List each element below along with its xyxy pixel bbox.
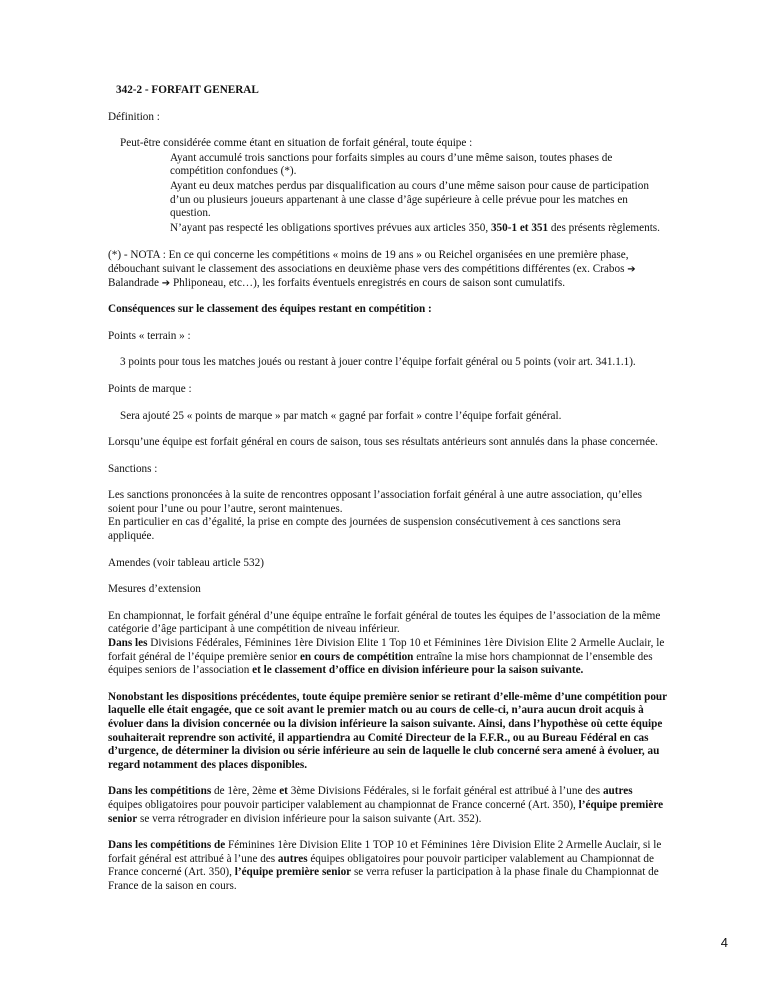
points-terrain-text: 3 points pour tous les matches joués ou restant à jouer contre l’équipe forfait général ou 5 points (voir art. 341.1.1). xyxy=(120,356,636,369)
definition-item xyxy=(170,222,668,236)
sanctions-text2: En particulier en cas d’égalité, la prise en compte des journées de suspension consécutivement à ces sanctions sera appliquée. xyxy=(108,516,621,543)
nota-part2: Balandrade xyxy=(108,276,162,289)
comp2-text2: équipes obligatoires pour pouvoir participer valablement au Championnat de France concerné (Art. 350), xyxy=(108,852,654,879)
arrow-right-icon: ➔ xyxy=(161,277,171,289)
comp2-text1: Féminines 1ère Division Elite 1 TOP 10 et Féminines 1ère Division Elite 2 Armelle Auclair, si le forfait général est attribué à l’une des xyxy=(108,839,662,865)
section-heading: 342-2 - FORFAIT GENERAL xyxy=(116,84,259,96)
mesures-label: Mesures d’extension xyxy=(108,583,201,596)
comp1-text3: équipes obligatoires pour pouvoir participer valablement au championnat de France concerné (Art. 350), xyxy=(108,798,579,811)
comp2-text3: se verra refuser la participation à la phase finale du Championnat de France de la saison en cours. xyxy=(108,866,659,892)
definition-item: Ayant eu deux matches perdus par disqualification au cours d’une même saison pour cause de participation d’un ou plusieurs joueurs appartenant à une classe d’âge supérieure à celle prévue pour les matches en question. xyxy=(170,179,649,220)
nota-paragraph xyxy=(108,249,668,290)
definition-items xyxy=(170,152,668,236)
definition-item3-prefix: N’ayant pas respecté les obligations sportives prévues aux articles 350, xyxy=(170,221,491,234)
definition-item3-suffix: des présents règlements. xyxy=(548,221,660,234)
definition-intro: Peut-être considérée comme étant en situation de forfait général, toute équipe : xyxy=(120,137,473,150)
points-marque-text: Sera ajouté 25 « points de marque » par match « gagné par forfait » contre l’équipe forfait général. xyxy=(120,409,562,422)
definition-label: Définition : xyxy=(108,110,160,123)
amendes-label: Amendes (voir tableau article 532) xyxy=(108,556,264,569)
document-body xyxy=(108,84,668,907)
articles-bold: 350-1 et 351 xyxy=(490,221,549,234)
comp1-bold3: autres xyxy=(602,785,633,798)
nota-part3: Phliponeau, etc…), les forfaits éventuels enregistrés en cours de saison sont cumulatifs. xyxy=(170,276,566,289)
consequences-heading: Conséquences sur le classement des équipes restant en compétition : xyxy=(108,303,432,316)
mesures-p2-bold3: et le classement d’office en division inférieure pour la saison suivante. xyxy=(252,664,584,677)
mesures-p1: En championnat, le forfait général d’une équipe entraîne le forfait général de toutes les équipes de l’association de la même catégorie d’âge participant à une compétition de niveau inférieur. xyxy=(108,609,661,636)
mesures-p2-bold1: Dans les xyxy=(108,637,148,650)
comp1-bold2: et xyxy=(279,785,288,798)
comp1-bold4: l’équipe première senior xyxy=(108,798,664,825)
mesures-paragraph xyxy=(108,610,668,678)
sanctions-text1: Les sanctions prononcées à la suite de rencontres opposant l’association forfait général à une autre association, qu’elles soient pour l’une ou pour l’autre, seront maintenues. xyxy=(108,489,643,515)
comp1-text2: 3ème Divisions Fédérales, si le forfait général est attribué à l’une des xyxy=(287,785,603,798)
page-number: 4 xyxy=(720,935,728,950)
competitions-paragraph-1 xyxy=(108,785,668,826)
nota-part1: (*) - NOTA : En ce qui concerne les compétitions « moins de 19 ans » ou Reichel organisées en une première phase, débouchant suivant le classement des associations en deuxième phase vers des compétitions différentes (ex. Crabos xyxy=(108,249,629,275)
mesures-p2-text1: Divisions Fédérales, Féminines 1ère Division Elite 1 Top 10 et Féminines 1ère Division Elite 2 Armelle Auclair, le forfait général de l’équipe première senior xyxy=(108,637,665,663)
mesures-p2-text2: entraîne la mise hors championnat de l’ensemble des équipes seniors de l’association xyxy=(108,650,653,677)
arrow-right-icon: ➔ xyxy=(627,263,636,275)
nonobstant-paragraph: Nonobstant les dispositions précédentes, toute équipe première senior se retirant d’elle-même d’une compétition pour laquelle elle était engagée, que ce soit avant le premier match ou au cours de celle-ci, n’aura aucun droit acquis à évoluer dans la division concernée ou la division inférieure la saison suivante. Ainsi, dans l’hypothèse où cette équipe souhaiterait reprendre son activité, il appartiendra au Comité Directeur de la F.F.R., ou au Bureau Fédéral en cas d’urgence, de déterminer la division ou série inférieure au sein de laquelle le club concerné sera amené à évoluer, au regard notamment des places disponibles. xyxy=(108,690,667,771)
comp2-bold1: Dans les compétitions de xyxy=(108,839,226,852)
definition-item: Ayant accumulé trois sanctions pour forfaits simples au cours d’une même saison, toutes phases de compétition confondues (*). xyxy=(170,151,613,178)
points-marque-label: Points de marque : xyxy=(108,382,192,395)
points-terrain-label: Points « terrain » : xyxy=(108,329,191,342)
comp1-text4: se verra rétrograder en division inférieure pour la saison suivante (Art. 352). xyxy=(137,812,482,825)
comp2-bold3: l’équipe première senior xyxy=(234,866,352,879)
competitions-paragraph-2 xyxy=(108,839,668,893)
sanctions-text xyxy=(108,489,668,543)
comp1-bold1: Dans les compétitions xyxy=(108,785,212,798)
comp1-text1: de 1ère, 2ème xyxy=(211,785,280,798)
sanctions-label: Sanctions : xyxy=(108,462,158,475)
mesures-p2-bold2: en cours de compétition xyxy=(299,650,414,663)
comp2-bold2: autres xyxy=(277,852,308,865)
cours-saison-text: Lorsqu’une équipe est forfait général en cours de saison, tous ses résultats antérieurs sont annulés dans la phase concernée. xyxy=(108,436,658,449)
